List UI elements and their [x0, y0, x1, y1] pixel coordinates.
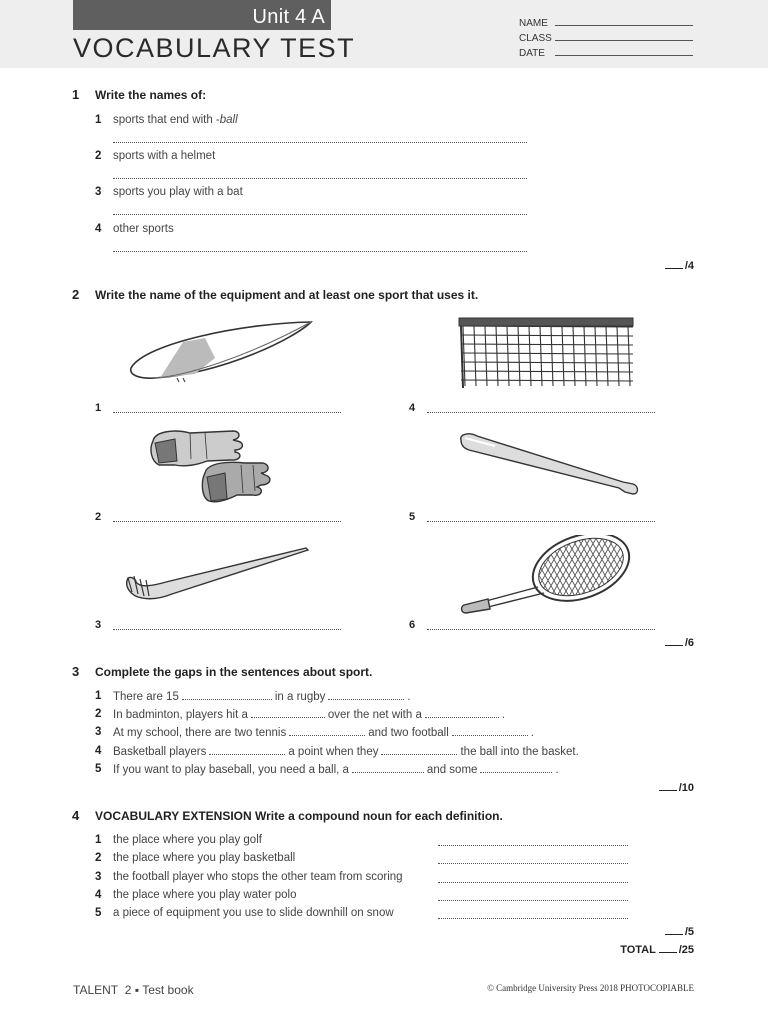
- answer-line[interactable]: [438, 845, 628, 846]
- footer-copyright: © Cambridge University Press 2018 PHOTOCOPIABLE: [487, 983, 694, 993]
- section-1-title: Write the names of:: [95, 88, 207, 102]
- gap[interactable]: [452, 726, 528, 736]
- gap[interactable]: [182, 690, 272, 700]
- page-header: [0, 0, 768, 68]
- section-4-number: 4: [72, 808, 80, 823]
- answer-line[interactable]: [427, 521, 655, 522]
- page-title: VOCABULARY TEST: [73, 33, 356, 63]
- answer-line[interactable]: [438, 863, 628, 864]
- answer-line[interactable]: [113, 142, 527, 143]
- answer-line[interactable]: [427, 629, 655, 630]
- section-4-score: /5: [665, 926, 694, 938]
- footer-brand: TALENT 2 ▪ Test book: [73, 983, 194, 997]
- total-score: TOTAL /25: [620, 944, 694, 956]
- answer-line[interactable]: [113, 412, 341, 413]
- section-1-number: 1: [72, 87, 80, 102]
- net-icon: [455, 312, 635, 390]
- name-field[interactable]: NAME: [519, 16, 693, 29]
- baseball-bat-icon: [455, 432, 641, 498]
- unit-label: Unit 4 A: [252, 6, 325, 28]
- gap[interactable]: [209, 745, 285, 755]
- answer-line[interactable]: [438, 918, 628, 919]
- section-4-title: VOCABULARY EXTENSION Write a compound noun for each definition.: [95, 809, 503, 823]
- section-1-score: /4: [665, 260, 694, 272]
- equipment-number: 3: [95, 619, 102, 631]
- gap[interactable]: [289, 726, 365, 736]
- equipment-number: 2: [95, 511, 102, 523]
- equipment-number: 4: [409, 402, 416, 414]
- gap[interactable]: [251, 708, 325, 718]
- answer-line[interactable]: [113, 629, 341, 630]
- answer-line[interactable]: [113, 178, 527, 179]
- equipment-number: 5: [409, 511, 416, 523]
- gap[interactable]: [425, 708, 499, 718]
- answer-line[interactable]: [438, 900, 628, 901]
- equipment-number: 6: [409, 619, 416, 631]
- goalkeeper-gloves-icon: [145, 425, 275, 505]
- section-3-number: 3: [72, 664, 80, 679]
- date-field[interactable]: DATE: [519, 46, 693, 59]
- answer-line[interactable]: [438, 882, 628, 883]
- answer-line[interactable]: [427, 412, 655, 413]
- equipment-number: 1: [95, 402, 102, 414]
- unit-bar: [73, 0, 331, 30]
- tennis-racket-icon: [458, 535, 634, 617]
- answer-line[interactable]: [113, 214, 527, 215]
- gap[interactable]: [352, 763, 424, 773]
- section-2-score: /6: [665, 637, 694, 649]
- gap[interactable]: [480, 763, 552, 773]
- gap[interactable]: [381, 745, 457, 755]
- surfboard-icon: [125, 318, 317, 384]
- gap[interactable]: [328, 690, 404, 700]
- section-3-score: /10: [659, 782, 694, 794]
- section-2-number: 2: [72, 287, 80, 302]
- class-field[interactable]: CLASS: [519, 31, 693, 44]
- hockey-stick-icon: [122, 546, 312, 604]
- section-2-title: Write the name of the equipment and at least one sport that uses it.: [95, 288, 479, 302]
- answer-line[interactable]: [113, 251, 527, 252]
- section-3-title: Complete the gaps in the sentences about sport.: [95, 665, 373, 679]
- answer-line[interactable]: [113, 521, 341, 522]
